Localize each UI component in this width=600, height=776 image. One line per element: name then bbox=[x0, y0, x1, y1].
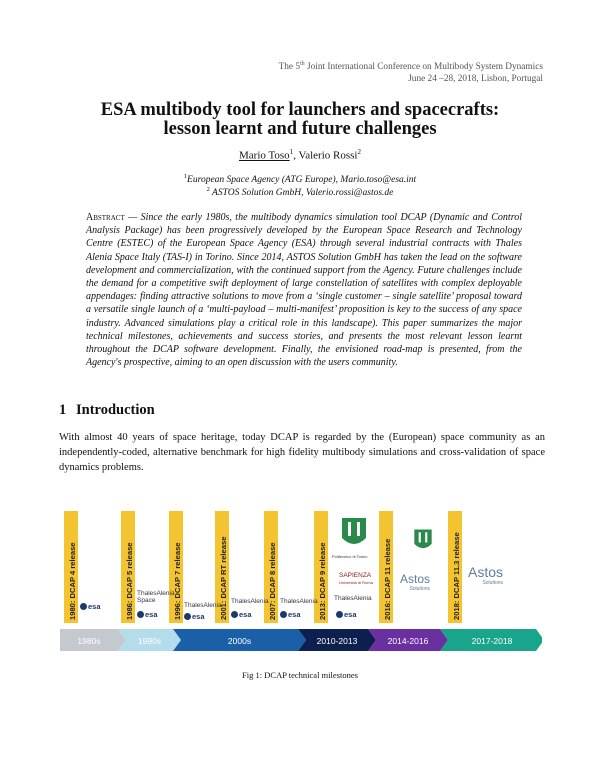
milestone-banner: 2001: DCAP RT release bbox=[215, 511, 229, 623]
milestone-banner: 2018: DCAP 11.3 release bbox=[448, 511, 462, 623]
politecnico-logo-icon bbox=[412, 528, 434, 554]
paper-title-line1: ESA multibody tool for launchers and spacecrafts: bbox=[100, 100, 500, 120]
author-name: Valerio Rossi bbox=[298, 149, 358, 162]
thales-alenia-logo: ThalesAlenia bbox=[280, 598, 318, 605]
affiliation-1: $^1$European Space Agency (ATG Europe), Mario.toso@esa.int bbox=[183, 173, 417, 186]
timeline-period-label: 2017-2018 bbox=[471, 636, 513, 646]
timeline-period-label: 2010-2013 bbox=[316, 636, 358, 646]
astos-logo: Astos Solutions bbox=[468, 564, 504, 586]
milestone-banner: 1986: DCAP 5 release bbox=[121, 511, 135, 623]
esa-logo: esa bbox=[137, 610, 158, 619]
timeline-period-label: 2000s bbox=[227, 636, 252, 646]
timeline-period-label: 1980s bbox=[77, 636, 101, 646]
esa-logo: esa bbox=[184, 612, 205, 621]
milestone-banner: 2013: DCAP 9 release bbox=[314, 511, 328, 623]
milestone-banner: 1980: DCAP 4 release bbox=[64, 511, 78, 623]
thales-alenia-logo: ThalesAlenia Space bbox=[137, 590, 175, 604]
thales-alenia-logo: ThalesAlenia bbox=[184, 602, 222, 609]
sapienza-logo: SAPIENZA Università di Roma bbox=[339, 572, 373, 585]
abstract: Abstract — Since the early 1980s, the multibody dynamics simulation tool DCAP (Dynamic and Control Analysis Package) has been progressively developed by the European Space Research and Technology Centre (ESTEC) of the European Space Agency (ESA) through several industrial contracts with Thales Alenia Space Italy (TAS-I) in Torino. Since 2014, ASTOS Solution GmbH has taken the lead on the software development and commercialization, with the continued support from the Agency. Future challenges include the demand for a competitive swift deployment of large constellation of satellites with complex deployable appendages: finding attractive solutions to move from a ‘single customer – single satellite’ proposal toward a versatile single launch of a ‘multi-payload – multi-manifest’ proposition is key to the success of any space industry. Advanced simulations play a critical role in this landscape). This paper summarizes the major technical milestones, achievements and success stories, and presents the most relevant lesson learnt throughout the DCAP software development. Finally, the envisioned road-map is presented, from the Agency's prospective, aiming to an open discussion with the users community. bbox=[86, 212, 522, 369]
esa-logo: esa bbox=[336, 610, 357, 619]
abstract-text: Since the early 1980s, the multibody dynamics simulation tool DCAP (Dynamic and Control Analysis Package) has been progressively developed by the European Space Research and Technology Centre (ESTEC) of the European Space Agency (ESA) through several industrial contracts with Thales Alenia Space Italy (TAS-I) in Torino. Since 2014, ASTOS Solution GmbH has taken the lead on the software development and commercialization, with the continued support from the Agency. Future challenges include the demand for a competitive swift deployment of large constellation of satellites with complex deployable appendages: finding attractive solutions to move from a ‘single customer – single satellite’ proposal toward a versatile single launch of a ‘multi-payload – multi-manifest’ proposition is key to the success of any space industry. Advanced simulations play a critical role in this landscape). This paper summarizes the major technical milestones, achievements and success stories, and presents the most relevant lesson learnt throughout the DCAP software development. Finally, the envisioned road-map is presented, from the Agency's prospective, aiming to an open discussion with the users community. bbox=[86, 212, 522, 369]
author-name: Mario Toso bbox=[239, 149, 290, 162]
timeline-period-label: 1990s bbox=[137, 636, 162, 646]
thales-alenia-logo: ThalesAlenia bbox=[334, 595, 372, 602]
paper-title-line2: lesson learnt and future challenges bbox=[163, 119, 437, 139]
timeline-arrow bbox=[60, 629, 542, 651]
milestones-figure bbox=[60, 498, 542, 658]
thales-alenia-logo: ThalesAlenia bbox=[231, 598, 269, 605]
timeline-period-label: 2014-2016 bbox=[387, 636, 429, 646]
milestone-banner: 1996: DCAP 7 release bbox=[169, 511, 183, 623]
conference-header-line2: June 24 –28, 2018, Lisbon, Portugal bbox=[408, 74, 543, 84]
milestone-banner: 2007: DCAP 8 release bbox=[264, 511, 278, 623]
section-heading: 1 Introduction bbox=[59, 402, 155, 418]
astos-logo: Astos Solutions bbox=[400, 572, 431, 592]
affiliation-2: $^2$ ASTOS Solution GmbH, Valerio.rossi@astos.de bbox=[206, 186, 394, 199]
politecnico-text: Politecnico di Torino bbox=[332, 554, 368, 559]
esa-logo: esa bbox=[80, 602, 101, 611]
intro-paragraph: With almost 40 years of space heritage, today DCAP is regarded by the (European) space community as an independently-coded, alternative benchmark for high fidelity multibody simulations and cross-validation of space dynamics problems. bbox=[59, 432, 545, 473]
figure-caption: Fig 1: DCAP technical milestones bbox=[242, 670, 358, 680]
politecnico-logo-icon bbox=[339, 516, 369, 552]
conference-header-line1: The 5th Joint International Conference on Multibody System Dynamics bbox=[278, 61, 543, 73]
abstract-label: Abstract bbox=[86, 212, 125, 223]
authors: Mario Toso$^1$, Valerio Rossi$^2$ bbox=[239, 148, 361, 162]
esa-logo: esa bbox=[280, 610, 301, 619]
esa-logo: esa bbox=[231, 610, 252, 619]
milestone-banner: 2016: DCAP 11 release bbox=[379, 511, 393, 623]
